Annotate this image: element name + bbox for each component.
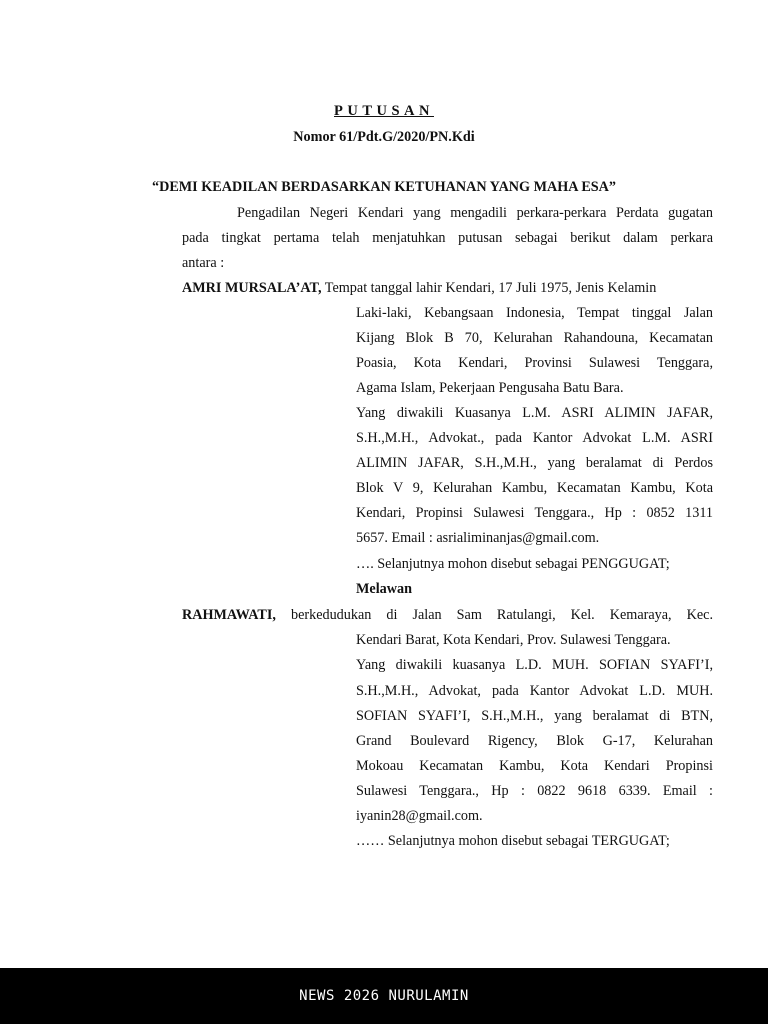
plaintiff-designation: …. Selanjutnya mohon disebut sebagai PENGGUGAT; xyxy=(356,556,670,572)
intro-line-1: Pengadilan Negeri Kendari yang mengadili perkara-perkara Perdata gugatan xyxy=(237,205,713,221)
defendant-counsel: Mokoau Kecamatan Kambu, Kota Kendari Propinsi xyxy=(356,758,713,774)
plaintiff-detail: Kijang Blok B 70, Kelurahan Rahandouna, Kecamatan xyxy=(356,330,713,346)
plaintiff-counsel: 5657. Email : asrialiminanjas@gmail.com. xyxy=(356,530,600,546)
plaintiff-counsel: Yang diwakili Kuasanya L.M. ASRI ALIMIN JAFAR, xyxy=(356,405,713,421)
defendant-detail: Kendari Barat, Kota Kendari, Prov. Sulawesi Tenggara. xyxy=(356,632,671,648)
intro-line-2: pada tingkat pertama telah menjatuhkan putusan sebagai berikut dalam perkara xyxy=(182,230,713,246)
plaintiff-name: AMRI MURSALA’AT, xyxy=(182,280,322,296)
defendant-counsel: S.H.,M.H., Advokat, pada Kantor Advokat L.D. MUH. xyxy=(356,683,713,699)
defendant-name: RAHMAWATI, xyxy=(182,607,276,623)
plaintiff-first-line: Tempat tanggal lahir Kendari, 17 Juli 1975, Jenis Kelamin xyxy=(324,280,657,296)
plaintiff-block xyxy=(182,279,713,297)
plaintiff-counsel: Kendari, Propinsi Sulawesi Tenggara., Hp : 0852 1311 xyxy=(356,505,713,521)
defendant-first-line: berkedudukan di Jalan Sam Ratulangi, Kel. Kemaraya, Kec. xyxy=(290,607,713,623)
plaintiff-detail: Agama Islam, Pekerjaan Pengusaha Batu Bara. xyxy=(356,380,624,396)
case-number: Nomor 61/Pdt.G/2020/PN.Kdi xyxy=(293,129,475,145)
defendant-counsel: Grand Boulevard Rigency, Blok G-17, Kelurahan xyxy=(356,733,713,749)
defendant-counsel: Yang diwakili kuasanya L.D. MUH. SOFIAN SYAFI’I, xyxy=(356,657,713,673)
footer-bar xyxy=(0,968,768,1024)
footer-watermark: NEWS 2026 NURULAMIN xyxy=(299,988,469,1004)
invocation: “DEMI KEADILAN BERDASARKAN KETUHANAN YANG MAHA ESA” xyxy=(151,179,617,195)
plaintiff-counsel: ALIMIN JAFAR, S.H.,M.H., yang beralamat di Perdos xyxy=(356,455,713,471)
defendant-counsel: SOFIAN SYAFI’I, S.H.,M.H., yang beralamat di BTN, xyxy=(356,708,713,724)
plaintiff-detail: Laki-laki, Kebangsaan Indonesia, Tempat tinggal Jalan xyxy=(356,305,713,321)
defendant-block xyxy=(182,606,713,624)
plaintiff-counsel: Blok V 9, Kelurahan Kambu, Kecamatan Kambu, Kota xyxy=(356,480,713,496)
defendant-counsel: iyanin28@gmail.com. xyxy=(356,808,483,824)
defendant-counsel: Sulawesi Tenggara., Hp : 0822 9618 6339. Email : xyxy=(356,783,713,799)
plaintiff-detail: Poasia, Kota Kendari, Provinsi Sulawesi Tenggara, xyxy=(356,355,713,371)
plaintiff-counsel: S.H.,M.H., Advokat., pada Kantor Advokat L.M. ASRI xyxy=(356,430,713,446)
document-title: PUTUSAN xyxy=(334,103,434,119)
versus-label: Melawan xyxy=(356,581,412,597)
defendant-designation: …… Selanjutnya mohon disebut sebagai TERGUGAT; xyxy=(356,833,670,849)
intro-line-3: antara : xyxy=(182,255,225,271)
